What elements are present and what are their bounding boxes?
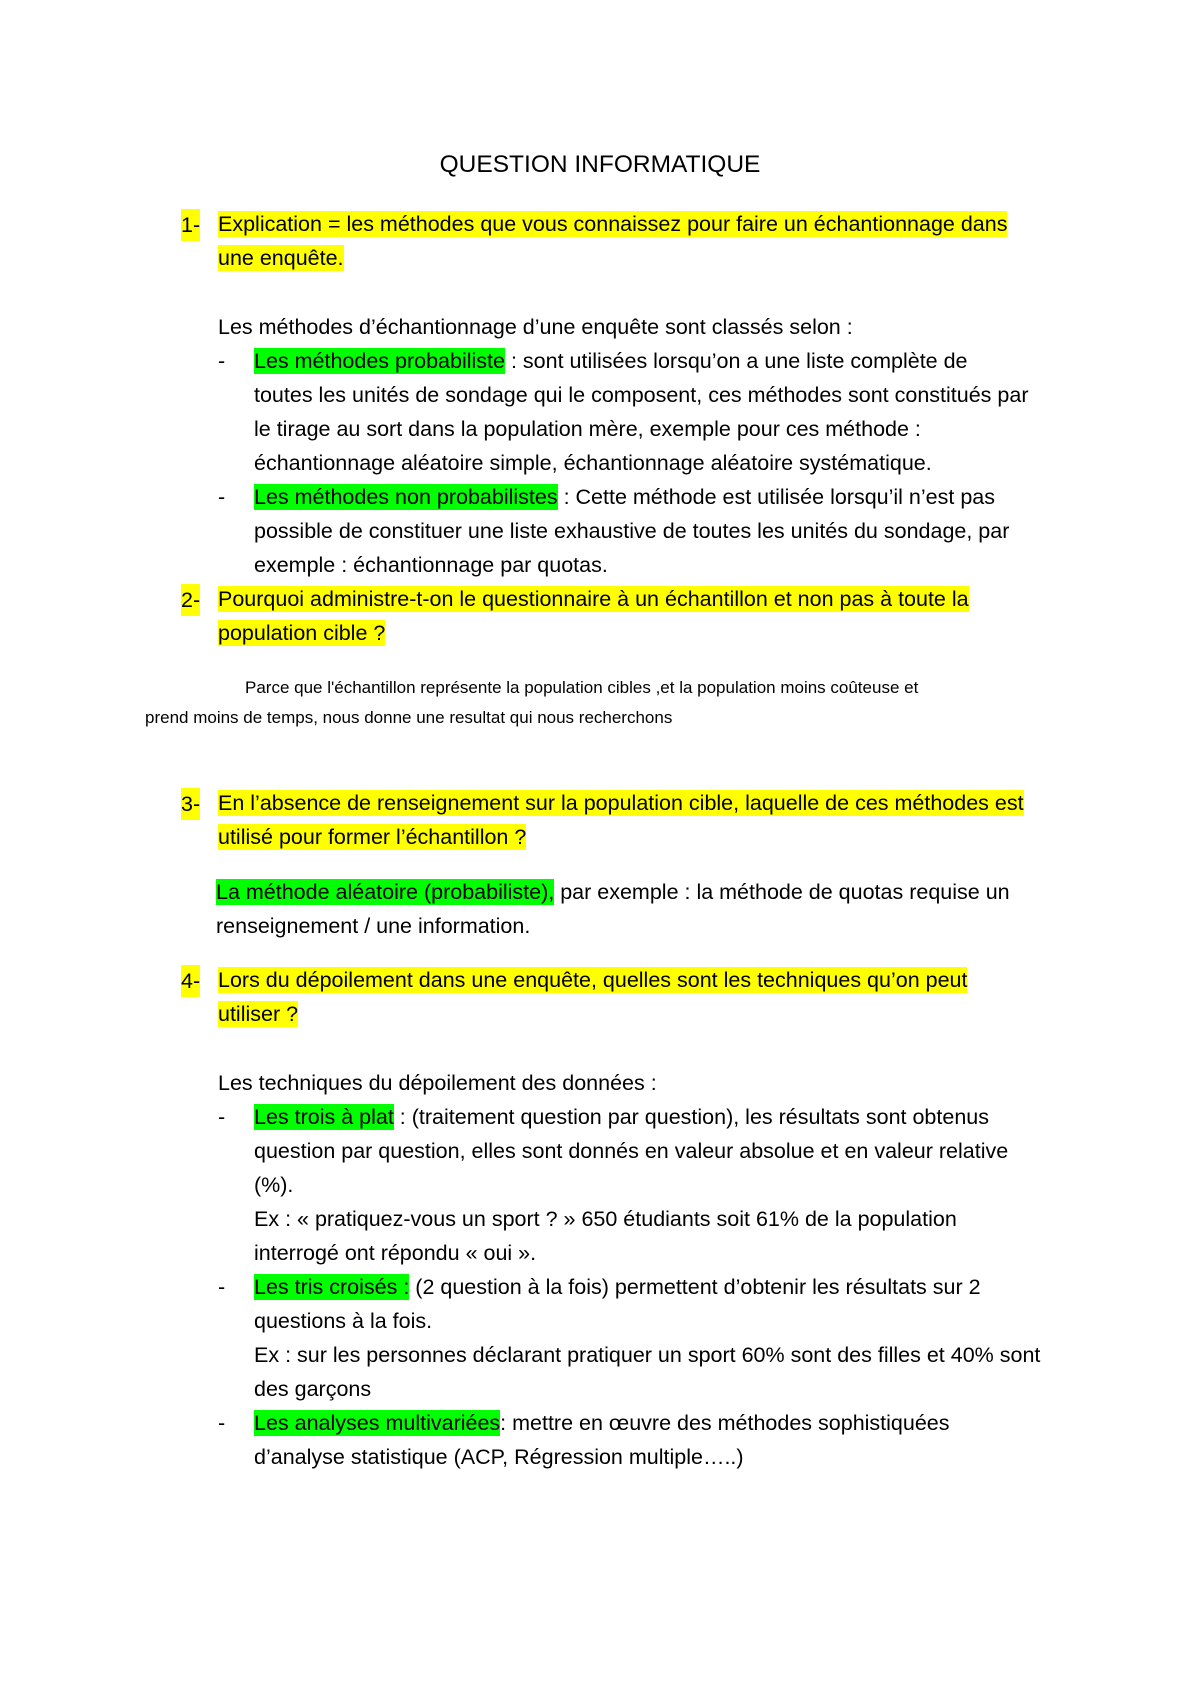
q3-answer-line1: La méthode aléatoire (probabiliste), par exemple : la méthode de quotas requise un bbox=[216, 880, 1010, 904]
bullet-dash: - bbox=[218, 485, 226, 509]
q4-item2-line1: Les tris croisés : (2 question à la fois) permettent d’obtenir les résultats sur 2 bbox=[254, 1275, 981, 1299]
q4-item1-line2: question par question, elles sont donnés en valeur absolue et en valeur relative bbox=[254, 1139, 1009, 1163]
page-title: QUESTION INFORMATIQUE bbox=[439, 151, 761, 178]
q1-item2-line2: possible de constituer une liste exhaustive de toutes les unités du sondage, par bbox=[254, 519, 1010, 543]
q4-intro: Les techniques du dépoilement des données : bbox=[218, 1071, 657, 1095]
bullet-dash: - bbox=[218, 1275, 226, 1299]
q2-answer-line2: prend moins de temps, nous donne une resultat qui nous recherchons bbox=[145, 708, 673, 727]
q2-question-line2: population cible ? bbox=[218, 621, 386, 645]
q4-question-line2: utiliser ? bbox=[218, 1002, 299, 1026]
q1-number: 1- bbox=[181, 209, 200, 241]
q4-item1-line3: (%). bbox=[254, 1173, 294, 1197]
q4-item3-line1: Les analyses multivariées: mettre en œuvre des méthodes sophistiquées bbox=[254, 1411, 950, 1435]
q1-item2-line1: Les méthodes non probabilistes : Cette méthode est utilisée lorsqu’il n’est pas bbox=[254, 485, 995, 509]
q1-intro: Les méthodes d’échantionnage d’une enquête sont classés selon : bbox=[218, 315, 853, 339]
q4-item1-line1: Les trois à plat : (traitement question par question), les résultats sont obtenus bbox=[254, 1105, 989, 1129]
term-highlight: Les méthodes probabiliste bbox=[254, 349, 505, 373]
bullet-dash: - bbox=[218, 349, 226, 373]
q3-question-line2: utilisé pour former l’échantillon ? bbox=[218, 825, 527, 849]
q4-item2-line3: Ex : sur les personnes déclarant pratiquer un sport 60% sont des filles et 40% sont bbox=[254, 1343, 1041, 1367]
q1-question-line2: une enquête. bbox=[218, 246, 344, 270]
term-highlight: Les tris croisés : bbox=[254, 1275, 410, 1299]
q4-item1-line4: Ex : « pratiquez-vous un sport ? » 650 étudiants soit 61% de la population bbox=[254, 1207, 957, 1231]
term-highlight: Les trois à plat bbox=[254, 1105, 394, 1129]
q3-question-line1: En l’absence de renseignement sur la population cible, laquelle de ces méthodes est bbox=[218, 791, 1024, 815]
q1-item2-line3: exemple : échantionnage par quotas. bbox=[254, 553, 608, 577]
q1-item1-line1: Les méthodes probabiliste : sont utilisées lorsqu’on a une liste complète de bbox=[254, 349, 968, 373]
q4-item2-line4: des garçons bbox=[254, 1377, 372, 1401]
q1-item1-line3: le tirage au sort dans la population mère, exemple pour ces méthode : bbox=[254, 417, 921, 441]
q1-item1-line4: échantionnage aléatoire simple, échantionnage aléatoire systématique. bbox=[254, 451, 932, 475]
q4-item1-line5: interrogé ont répondu « oui ». bbox=[254, 1241, 537, 1265]
q4-item3-line2: d’analyse statistique (ACP, Régression multiple…..) bbox=[254, 1445, 744, 1469]
q3-number: 3- bbox=[181, 788, 200, 820]
bullet-dash: - bbox=[218, 1411, 226, 1435]
q3-answer-line2: renseignement / une information. bbox=[216, 914, 531, 938]
term-highlight: La méthode aléatoire (probabiliste), bbox=[216, 880, 555, 904]
q1-item1-line2: toutes les unités de sondage qui le composent, ces méthodes sont constitués par bbox=[254, 383, 1029, 407]
q2-number: 2- bbox=[181, 584, 200, 616]
term-highlight: Les méthodes non probabilistes bbox=[254, 485, 558, 509]
q2-answer-line1: Parce que l'échantillon représente la population cibles ,et la population moins coûteuse et bbox=[245, 678, 919, 697]
q4-item2-line2: questions à la fois. bbox=[254, 1309, 433, 1333]
bullet-dash: - bbox=[218, 1105, 226, 1129]
term-highlight: Les analyses multivariées bbox=[254, 1411, 501, 1435]
q2-question-line1: Pourquoi administre-t-on le questionnaire à un échantillon et non pas à toute la bbox=[218, 587, 969, 611]
q1-question-line1: Explication = les méthodes que vous connaissez pour faire un échantionnage dans bbox=[218, 212, 1008, 236]
q4-number: 4- bbox=[181, 965, 200, 997]
q4-question-line1: Lors du dépoilement dans une enquête, quelles sont les techniques qu’on peut bbox=[218, 968, 968, 992]
